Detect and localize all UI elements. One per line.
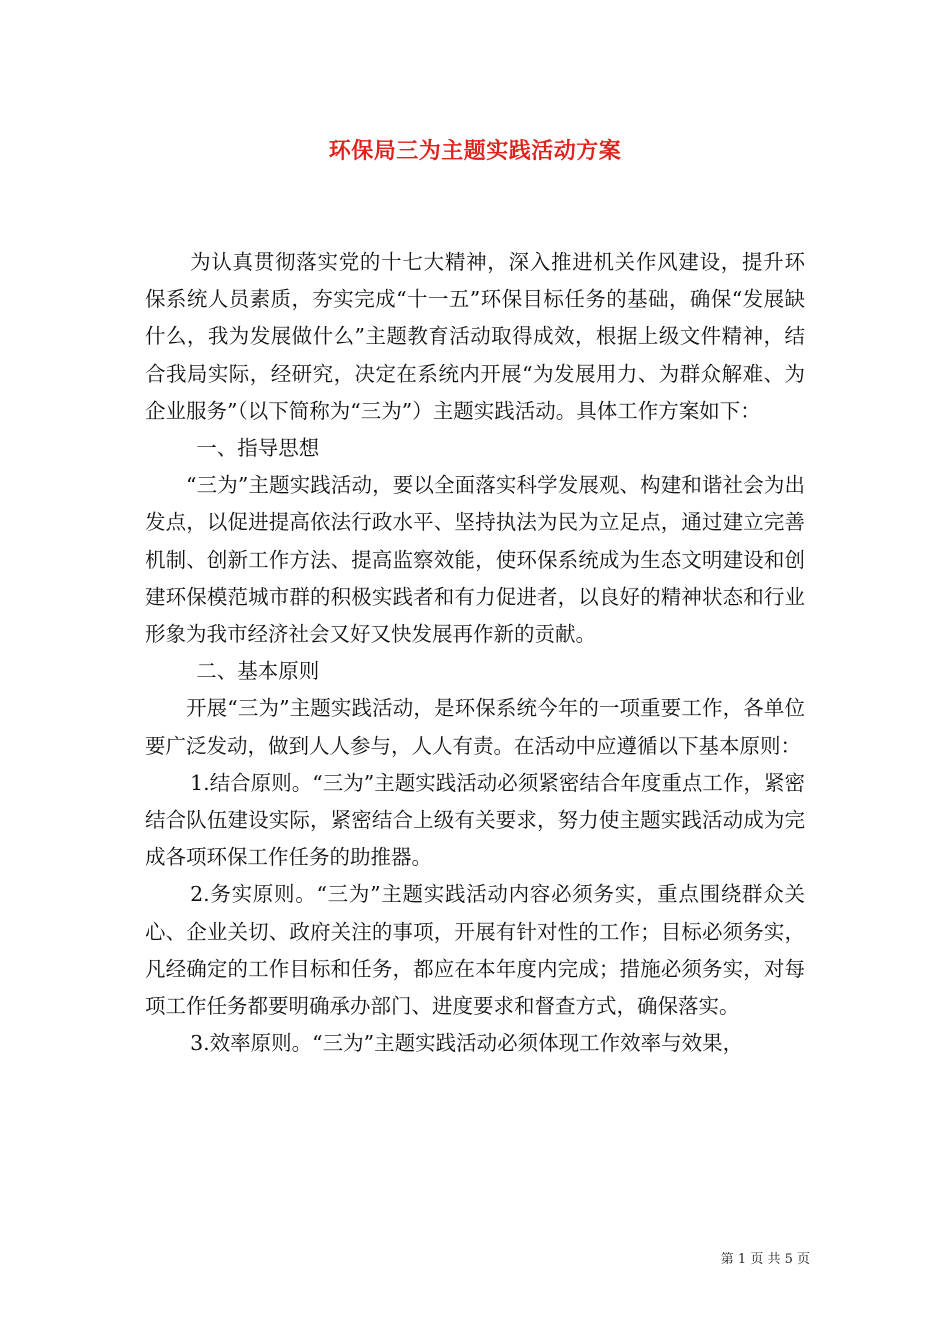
principle-1-paragraph: 1.结合原则。“三为”主题实践活动必须紧密结合年度重点工作，紧密结合队伍建设实际，紧密结合上级有关要求，努力使主题实践活动成为完成各项环保工作任务的助推器。: [145, 770, 805, 870]
page-number-footer: 第 1 页 共 5 页: [720, 1252, 810, 1267]
principle-2-paragraph: 2.务实原则。“三为”主题实践活动内容必须务实，重点围绕群众关心、企业关切、政府关注的事项，开展有针对性的工作；目标必须务实，凡经确定的工作目标和任务，都应在本年度内完成；措施必须务实，对每项工作任务都要明确承办部门、进度要求和督查方式，确保落实。: [145, 882, 805, 1019]
basic-principles-paragraph: 开展“三为”主题实践活动，是环保系统今年的一项重要工作，各单位要广泛发动，做到人人参与，人人有责。在活动中应遵循以下基本原则：: [145, 696, 805, 758]
section-heading-basic-principles: 二、基本原则: [196, 659, 320, 684]
guiding-thought-paragraph: “三为”主题实践活动，要以全面落实科学发展观、构建和谐社会为出发点，以促进提高依法行政水平、坚持执法为民为立足点，通过建立完善机制、创新工作方法、提高监察效能，使环保系统成为生态文明建设和创建环保模范城市群的积极实践者和有力促进者，以良好的精神状态和行业形象为我市经济社会又好又快发展再作新的贡献。: [145, 473, 805, 647]
principle-3-paragraph: 3.效率原则。“三为”主题实践活动必须体现工作效率与效果，: [190, 1031, 744, 1056]
document-body: [145, 244, 805, 1062]
document-title: 环保局三为主题实践活动方案: [328, 138, 622, 164]
intro-paragraph: 为认真贯彻落实党的十七大精神，深入推进机关作风建设，提升环保系统人员素质，夯实完成“十一五”环保目标任务的基础，确保“发展缺什么，我为发展做什么”主题教育活动取得成效，根据上级文件精神，结合我局实际，经研究，决定在系统内开展“为发展用力、为群众解难、为企业服务”（以下简称为“三为”）主题实践活动。具体工作方案如下：: [145, 250, 805, 423]
section-heading-guiding-thought: 一、指导思想: [196, 436, 320, 461]
